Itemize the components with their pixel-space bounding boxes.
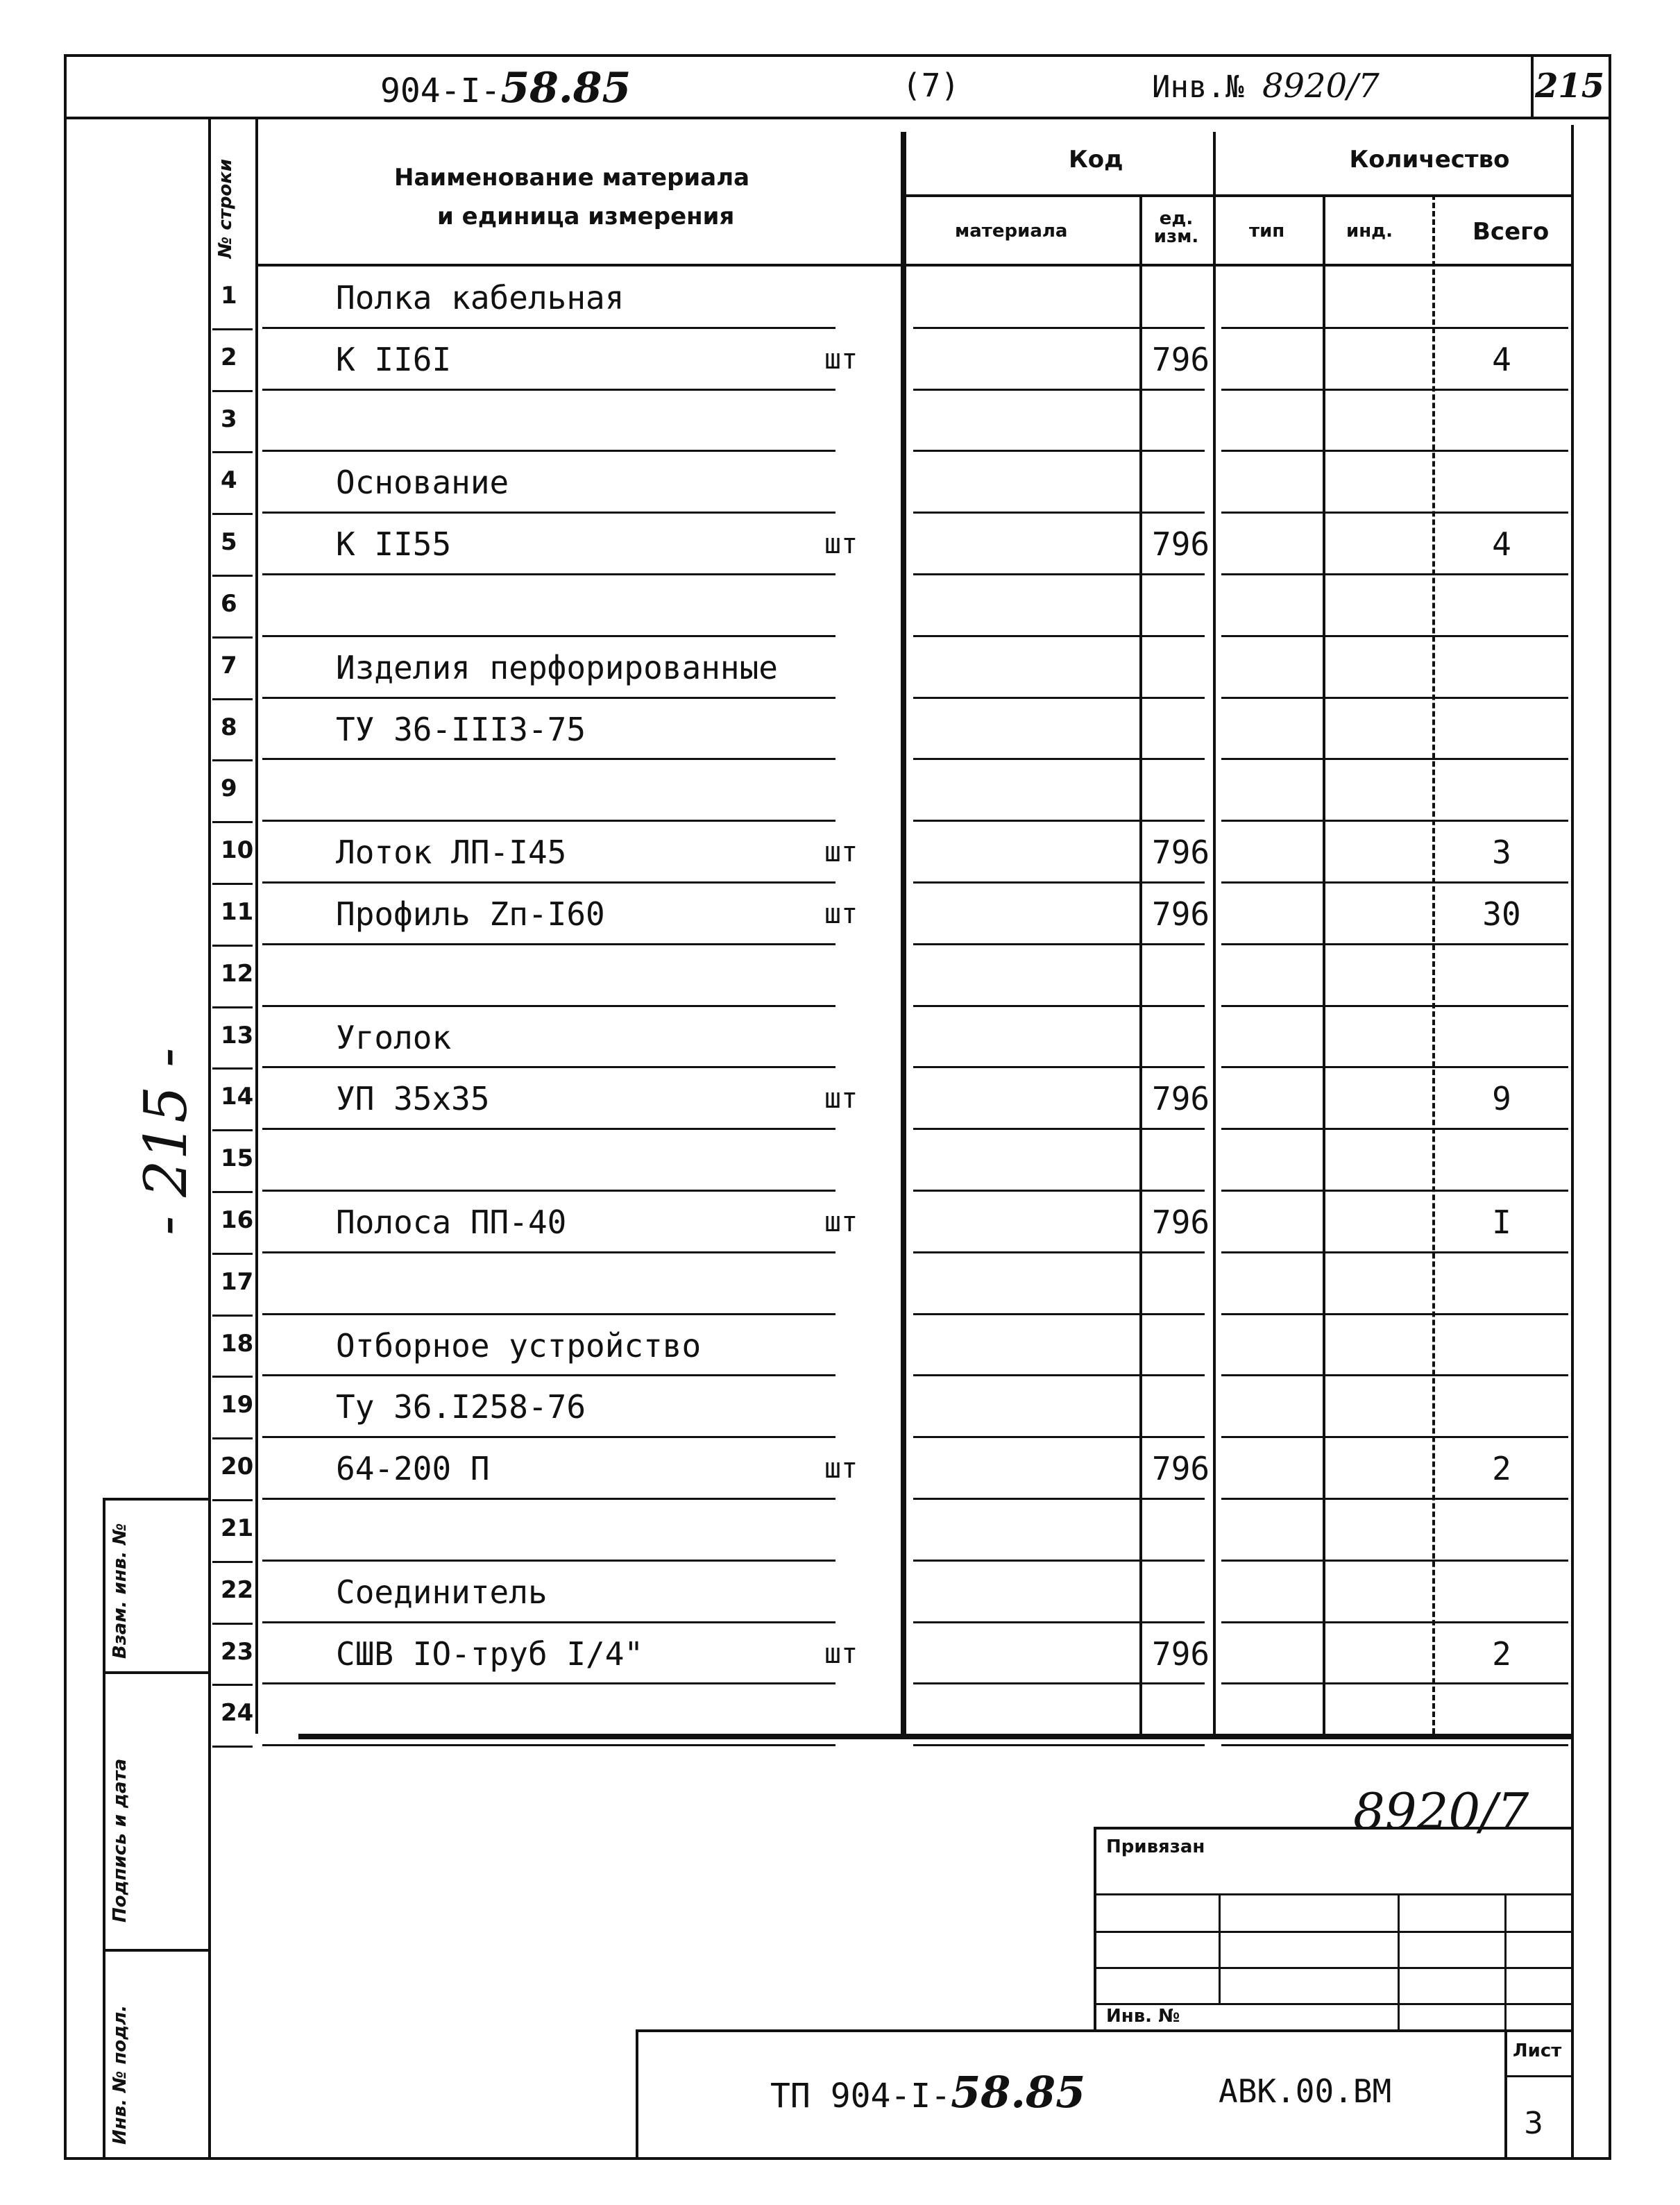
unit-code: 796 bbox=[1152, 1203, 1210, 1241]
row-line-num bbox=[212, 328, 253, 330]
row-line-code bbox=[913, 1005, 1205, 1007]
quantity-header: Количество bbox=[1349, 146, 1510, 174]
unit-code: 796 bbox=[1152, 340, 1210, 378]
privyazan-label: Привязан bbox=[1106, 1836, 1205, 1857]
row-number: 3 bbox=[221, 405, 237, 433]
qty-type-col-border bbox=[1323, 194, 1325, 1734]
row-line-num bbox=[212, 390, 253, 392]
row-line-qty bbox=[1221, 1682, 1568, 1684]
row-line-code bbox=[913, 943, 1205, 945]
frame-left bbox=[64, 54, 67, 2157]
material-name: Лоток ЛП-I45 bbox=[336, 834, 567, 872]
row-line-qty bbox=[1221, 327, 1568, 329]
signature-date-label: Подпись и дата bbox=[110, 1758, 130, 1923]
row-number: 2 bbox=[221, 343, 237, 371]
row-line-code bbox=[913, 512, 1205, 514]
row-number: 1 bbox=[221, 282, 237, 310]
row-line-code bbox=[913, 1498, 1205, 1500]
row-line-code bbox=[913, 327, 1205, 329]
row-line-code bbox=[913, 1251, 1205, 1253]
inv-podl-label: Инв. № подл. bbox=[110, 2004, 130, 2145]
row-line-qty bbox=[1221, 1251, 1568, 1253]
qty-ind-header: инд. bbox=[1346, 221, 1393, 242]
table-left-border bbox=[208, 117, 211, 2157]
row-line-qty bbox=[1221, 881, 1568, 884]
row-line-name bbox=[262, 943, 835, 945]
row-line-code bbox=[913, 1560, 1205, 1562]
row-line-code bbox=[913, 1744, 1205, 1746]
row-line-name bbox=[262, 820, 835, 822]
row-number: 21 bbox=[221, 1514, 254, 1542]
row-number: 24 bbox=[221, 1699, 254, 1727]
unit-code: 796 bbox=[1152, 1080, 1210, 1118]
title-strip-bottom bbox=[64, 117, 1609, 119]
stamp-grid-v2 bbox=[1398, 1893, 1400, 2029]
row-number: 4 bbox=[221, 466, 237, 495]
row-line-num bbox=[212, 451, 253, 453]
row-line-num bbox=[212, 1253, 253, 1255]
row-line-num bbox=[212, 883, 253, 885]
corner-box-divider bbox=[1531, 54, 1534, 117]
row-line-name bbox=[262, 635, 835, 637]
row-line-qty bbox=[1221, 389, 1568, 391]
name-header-line2: и единица измерения bbox=[437, 203, 735, 230]
row-line-code bbox=[913, 881, 1205, 884]
code-material-header: материала bbox=[955, 221, 1068, 242]
row-number: 6 bbox=[221, 590, 237, 618]
row-line-num bbox=[212, 945, 253, 947]
handwritten-page-number: - 215 - bbox=[132, 1047, 200, 1235]
row-line-qty bbox=[1221, 1005, 1568, 1007]
row-line-name bbox=[262, 1744, 835, 1746]
row-line-qty bbox=[1221, 450, 1568, 452]
qty-type-header: тип bbox=[1249, 221, 1285, 242]
row-line-qty bbox=[1221, 512, 1568, 514]
row-line-num bbox=[212, 1561, 253, 1563]
row-number: 20 bbox=[221, 1453, 254, 1481]
margin-line-1 bbox=[103, 1498, 208, 1501]
row-line-qty bbox=[1221, 820, 1568, 822]
row-number: 22 bbox=[221, 1575, 254, 1604]
row-line-num bbox=[212, 821, 253, 823]
row-number: 18 bbox=[221, 1329, 254, 1358]
unit-of-measure: шт bbox=[824, 836, 858, 869]
quantity-total: 9 bbox=[1492, 1080, 1511, 1118]
row-line-name bbox=[262, 512, 835, 514]
stamp-grid-h3 bbox=[1094, 1967, 1571, 1969]
name-header-line1: Наименование материала bbox=[394, 164, 750, 192]
quantity-total: I bbox=[1492, 1203, 1511, 1241]
frame-top bbox=[64, 54, 1609, 57]
stamp-left-line bbox=[1094, 1827, 1096, 2029]
row-line-code bbox=[913, 697, 1205, 699]
quantity-total: 30 bbox=[1482, 895, 1521, 933]
row-line-num bbox=[212, 698, 253, 700]
row-number: 10 bbox=[221, 836, 254, 865]
row-line-num bbox=[212, 1067, 253, 1070]
row-line-num bbox=[212, 1437, 253, 1439]
row-number: 17 bbox=[221, 1267, 254, 1296]
rownum-col-border bbox=[255, 117, 258, 1734]
row-number: 15 bbox=[221, 1144, 254, 1173]
row-line-qty bbox=[1221, 943, 1568, 945]
row-line-name bbox=[262, 1251, 835, 1253]
row-line-code bbox=[913, 758, 1205, 760]
unit-code: 796 bbox=[1152, 1450, 1210, 1488]
material-name: Основание bbox=[336, 464, 509, 502]
row-line-code bbox=[913, 1190, 1205, 1192]
quantity-total: 2 bbox=[1492, 1450, 1511, 1488]
title-doc-code: ТП 904-I-58.85 bbox=[770, 2067, 1086, 2118]
row-line-num bbox=[212, 1006, 253, 1008]
row-line-qty bbox=[1221, 1498, 1568, 1500]
quantity-total: 4 bbox=[1492, 525, 1511, 564]
row-line-name bbox=[262, 1190, 835, 1192]
row-number-header: № строки bbox=[215, 158, 236, 258]
unit-of-measure: шт bbox=[824, 1083, 858, 1115]
row-line-qty bbox=[1221, 1560, 1568, 1562]
unit-of-measure: шт bbox=[824, 1637, 858, 1670]
row-line-code bbox=[913, 1374, 1205, 1376]
material-name: Соединитель bbox=[336, 1573, 548, 1611]
unit-of-measure: шт bbox=[824, 1453, 858, 1485]
row-number: 8 bbox=[221, 713, 237, 741]
row-line-qty bbox=[1221, 1744, 1568, 1746]
row-line-qty bbox=[1221, 1128, 1568, 1130]
quantity-total: 4 bbox=[1492, 340, 1511, 378]
qty-ind-col-border bbox=[1432, 194, 1435, 1734]
row-line-name bbox=[262, 1621, 835, 1623]
unit-code: 796 bbox=[1152, 895, 1210, 933]
row-line-num bbox=[212, 513, 253, 515]
row-line-qty bbox=[1221, 1066, 1568, 1068]
name-col-border bbox=[901, 132, 906, 1734]
margin-line-2 bbox=[103, 1671, 208, 1674]
code-header: Код bbox=[1069, 146, 1123, 174]
inventory-number: Инв.№ 8920/7 bbox=[1152, 67, 1380, 105]
row-line-num bbox=[212, 1129, 253, 1131]
row-line-num bbox=[212, 1623, 253, 1625]
row-number: 5 bbox=[221, 528, 237, 557]
quantity-total: 3 bbox=[1492, 834, 1511, 872]
code-mat-col-border bbox=[1139, 194, 1142, 1734]
row-line-name bbox=[262, 1066, 835, 1068]
row-line-qty bbox=[1221, 573, 1568, 575]
margin-line-3 bbox=[103, 1949, 208, 1952]
row-line-code bbox=[913, 635, 1205, 637]
material-name: К II55 bbox=[336, 525, 452, 564]
material-name: 64-200 П bbox=[336, 1450, 490, 1488]
row-line-num bbox=[212, 759, 253, 761]
row-line-name bbox=[262, 327, 835, 329]
row-line-qty bbox=[1221, 635, 1568, 637]
quantity-total: 2 bbox=[1492, 1634, 1511, 1673]
row-line-code bbox=[913, 1436, 1205, 1438]
row-number: 14 bbox=[221, 1083, 254, 1111]
row-line-num bbox=[212, 1499, 253, 1501]
row-line-name bbox=[262, 1682, 835, 1684]
row-number: 19 bbox=[221, 1391, 254, 1419]
unit-code: 796 bbox=[1152, 1634, 1210, 1673]
unit-code: 796 bbox=[1152, 525, 1210, 564]
row-number: 12 bbox=[221, 959, 254, 988]
frame-bottom bbox=[64, 2157, 1611, 2160]
row-number: 23 bbox=[221, 1637, 254, 1666]
row-number: 11 bbox=[221, 898, 254, 926]
doc-code: 904-I-58.85 bbox=[380, 64, 631, 112]
unit-of-measure: шт bbox=[824, 528, 858, 561]
row-line-num bbox=[212, 636, 253, 639]
table-right-border bbox=[1571, 125, 1574, 2157]
material-name: Уголок bbox=[336, 1018, 452, 1056]
row-line-name bbox=[262, 389, 835, 391]
row-number: 16 bbox=[221, 1206, 254, 1234]
stamp-handwritten-inv: 8920/7 bbox=[1353, 1782, 1529, 1841]
row-line-code bbox=[913, 1682, 1205, 1684]
material-name: Ту 36.I258-76 bbox=[336, 1388, 586, 1426]
material-name: Профиль Zп-I60 bbox=[336, 895, 605, 933]
row-line-num bbox=[212, 1684, 253, 1686]
header-mid-line bbox=[901, 194, 1571, 197]
row-line-qty bbox=[1221, 1436, 1568, 1438]
stamp-grid-h2 bbox=[1094, 1931, 1571, 1933]
row-line-name bbox=[262, 1005, 835, 1007]
page-corner-number: 215 bbox=[1535, 67, 1605, 105]
material-name: Полоса ПП-40 bbox=[336, 1203, 567, 1241]
material-name: Изделия перфорированные bbox=[336, 648, 778, 686]
row-number: 7 bbox=[221, 651, 237, 679]
row-line-code bbox=[913, 1621, 1205, 1623]
header-bottom-line bbox=[255, 264, 1571, 267]
sheet-label: Лист bbox=[1513, 2041, 1562, 2061]
row-line-name bbox=[262, 1313, 835, 1315]
sheet-box-left bbox=[1504, 2029, 1507, 2157]
material-name: Полка кабельная bbox=[336, 279, 625, 316]
row-number: 13 bbox=[221, 1021, 254, 1049]
inv-no-label: Инв. № bbox=[1106, 2006, 1180, 2027]
row-line-name bbox=[262, 573, 835, 575]
row-line-qty bbox=[1221, 1374, 1568, 1376]
sheet-box-divider bbox=[1504, 2075, 1571, 2077]
row-line-qty bbox=[1221, 1621, 1568, 1623]
row-line-code bbox=[913, 573, 1205, 575]
vzam-inv-label: Взам. инв. № bbox=[110, 1523, 130, 1659]
row-line-name bbox=[262, 1374, 835, 1376]
stamp-grid-h4 bbox=[1094, 2003, 1571, 2005]
row-line-num bbox=[212, 1746, 253, 1748]
qty-total-header: Всего bbox=[1473, 218, 1550, 246]
row-line-code bbox=[913, 1066, 1205, 1068]
row-line-num bbox=[212, 575, 253, 577]
material-name: ТУ 36-III3-75 bbox=[336, 710, 586, 748]
material-name: СШВ IO-труб I/4" bbox=[336, 1634, 644, 1673]
row-line-num bbox=[212, 1191, 253, 1193]
row-line-qty bbox=[1221, 1190, 1568, 1192]
row-line-name bbox=[262, 1128, 835, 1130]
unit-of-measure: шт bbox=[824, 898, 858, 930]
title-block-left bbox=[636, 2029, 638, 2157]
row-line-qty bbox=[1221, 758, 1568, 760]
row-line-name bbox=[262, 1436, 835, 1438]
title-doc-mark: АВК.00.ВМ bbox=[1219, 2072, 1392, 2110]
stamp-grid-v1 bbox=[1219, 1893, 1221, 2003]
material-name: УП 35х35 bbox=[336, 1080, 490, 1118]
row-line-code bbox=[913, 450, 1205, 452]
row-line-name bbox=[262, 1560, 835, 1562]
row-line-name bbox=[262, 697, 835, 699]
stamp-grid-h1 bbox=[1094, 1893, 1571, 1895]
row-line-code bbox=[913, 389, 1205, 391]
material-name: К II6I bbox=[336, 340, 452, 378]
stamp-grid-v3 bbox=[1504, 1893, 1507, 2029]
code-unit-col-border bbox=[1213, 132, 1216, 1734]
sheet-number: 3 bbox=[1524, 2106, 1543, 2141]
row-number: 9 bbox=[221, 775, 237, 803]
code-unit-header: ед. изм. bbox=[1153, 208, 1199, 247]
row-line-name bbox=[262, 450, 835, 452]
sheet-in-parens: (7) bbox=[902, 67, 960, 104]
row-line-qty bbox=[1221, 697, 1568, 699]
unit-of-measure: шт bbox=[824, 1206, 858, 1238]
unit-of-measure: шт bbox=[824, 343, 858, 375]
row-line-code bbox=[913, 820, 1205, 822]
row-line-code bbox=[913, 1128, 1205, 1130]
row-line-qty bbox=[1221, 1313, 1568, 1315]
margin-inner-border bbox=[103, 1498, 105, 2157]
row-line-name bbox=[262, 1498, 835, 1500]
row-line-name bbox=[262, 758, 835, 760]
row-line-name bbox=[262, 881, 835, 884]
stamp-top-line bbox=[1094, 1827, 1571, 1830]
table-bottom-line bbox=[298, 1734, 1571, 1739]
material-name: Отборное устройство bbox=[336, 1326, 702, 1365]
row-line-num bbox=[212, 1376, 253, 1378]
frame-right bbox=[1609, 54, 1611, 2157]
row-line-num bbox=[212, 1315, 253, 1317]
unit-code: 796 bbox=[1152, 834, 1210, 872]
title-block-top bbox=[636, 2029, 1571, 2032]
row-line-code bbox=[913, 1313, 1205, 1315]
